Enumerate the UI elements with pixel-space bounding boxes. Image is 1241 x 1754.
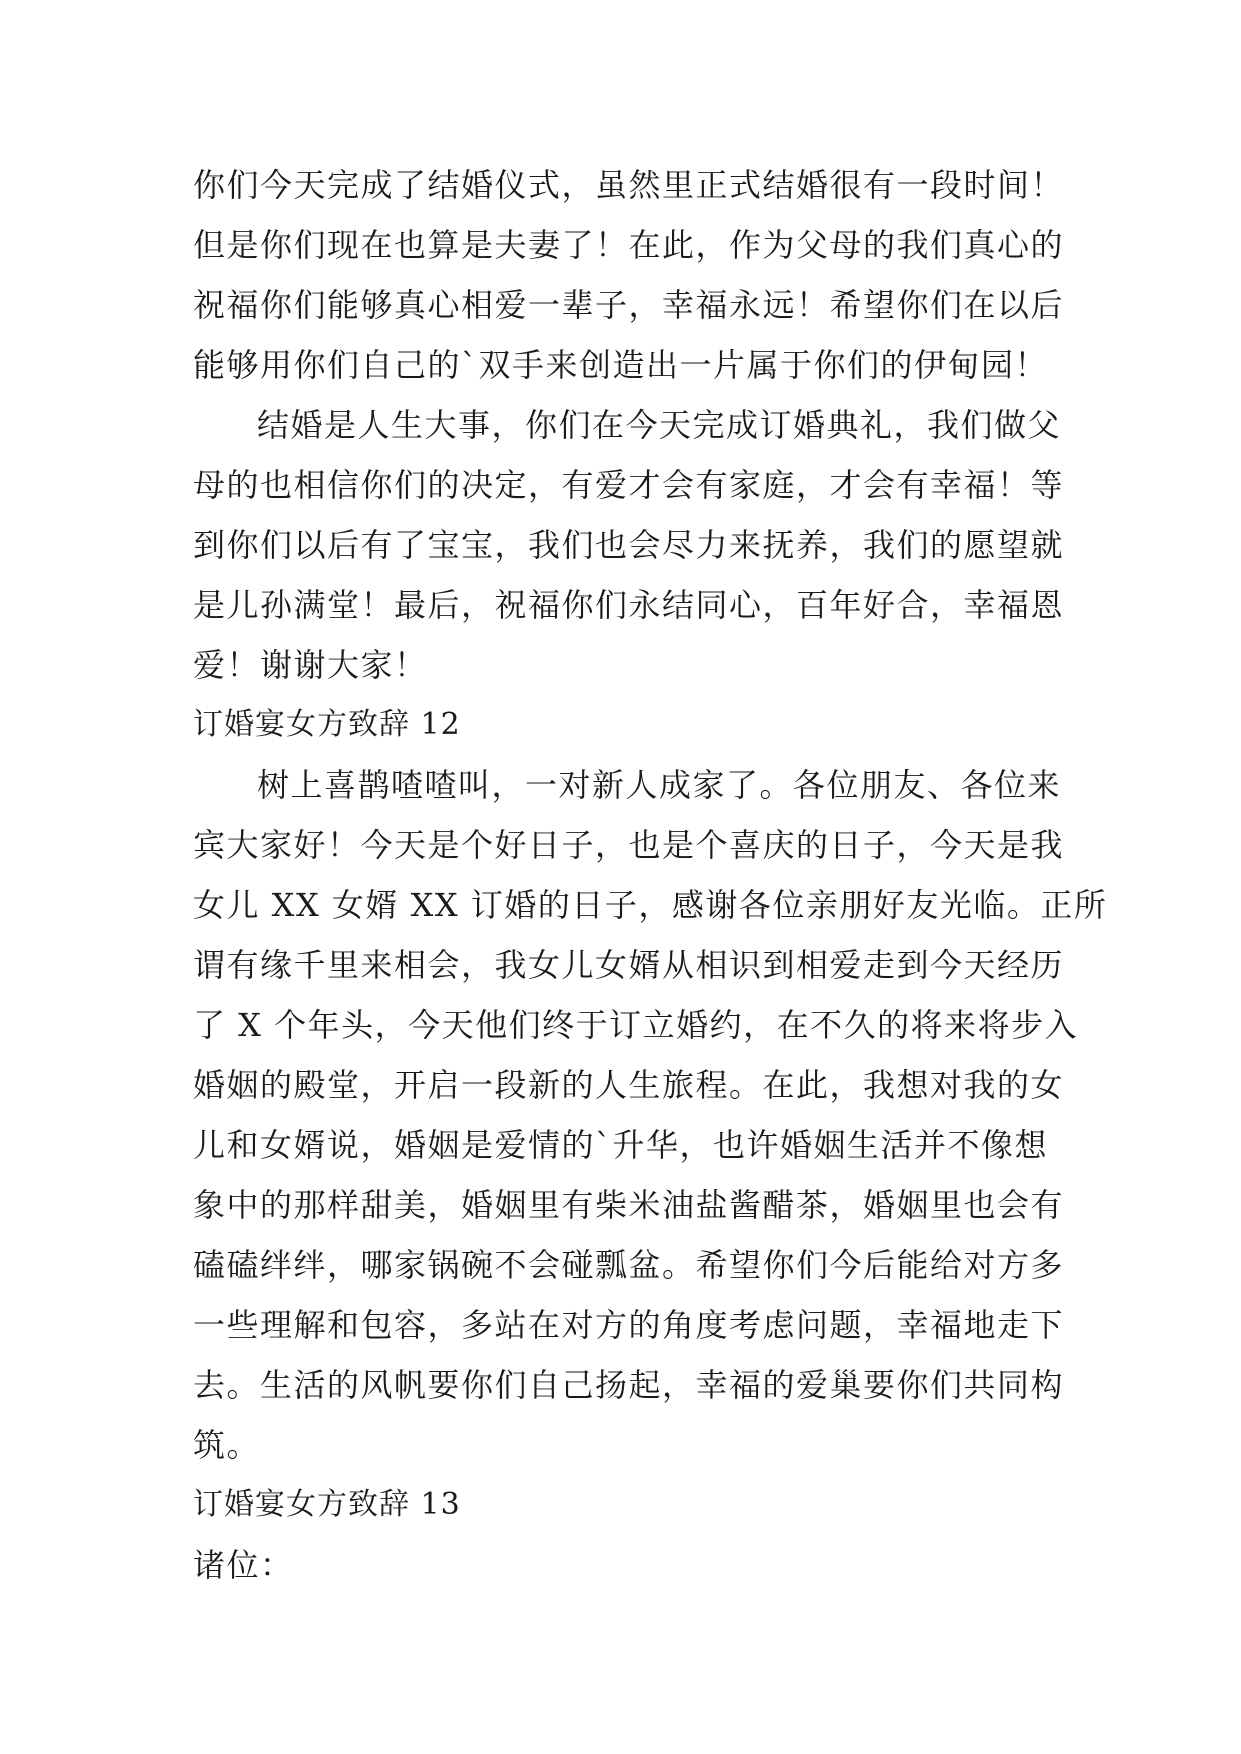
- text-line: 祝福你们能够真心相爱一辈子，幸福永远！希望你们在以后: [193, 286, 1065, 324]
- text-line: 结婚是人生大事，你们在今天完成订婚典礼，我们做父: [257, 406, 1062, 444]
- text-line: 儿和女婿说，婚姻是爱情的`升华，也许婚姻生活并不像想: [193, 1126, 1049, 1164]
- text-line: 但是你们现在也算是夫妻了！在此，作为父母的我们真心的: [193, 226, 1065, 264]
- text-line: 筑。: [193, 1426, 261, 1464]
- text-line: 谓有缘千里来相会，我女儿女婿从相识到相爱走到今天经历: [193, 946, 1065, 984]
- document-body: [193, 155, 1108, 1595]
- text-line: 磕磕绊绊，哪家锅碗不会碰瓢盆。希望你们今后能给对方多: [193, 1246, 1065, 1284]
- section-heading: 订婚宴女方致辞 13: [193, 1487, 461, 1522]
- text-line: 宾大家好！今天是个好日子，也是个喜庆的日子，今天是我: [193, 826, 1065, 864]
- text-line: 诸位：: [193, 1546, 294, 1584]
- text-line: 能够用你们自己的`双手来创造出一片属于你们的伊甸园！: [193, 346, 1049, 384]
- text-line: 了 X 个年头，今天他们终于订立婚约，在不久的将来将步入: [193, 1006, 1079, 1044]
- text-line: 女儿 XX 女婿 XX 订婚的日子，感谢各位亲朋好友光临。正所: [193, 886, 1108, 924]
- section-heading: 订婚宴女方致辞 12: [193, 707, 461, 742]
- text-line: 爱！谢谢大家！: [193, 646, 428, 684]
- text-line: 一些理解和包容，多站在对方的角度考虑问题，幸福地走下: [193, 1306, 1065, 1344]
- text-line: 树上喜鹊喳喳叫，一对新人成家了。各位朋友、各位来: [257, 766, 1062, 804]
- text-line: 去。生活的风帆要你们自己扬起，幸福的爱巢要你们共同构: [193, 1366, 1065, 1404]
- text-line: 是儿孙满堂！最后，祝福你们永结同心，百年好合，幸福恩: [193, 586, 1065, 624]
- text-line: 你们今天完成了结婚仪式，虽然里正式结婚很有一段时间！: [193, 166, 1065, 204]
- text-line: 婚姻的殿堂，开启一段新的人生旅程。在此，我想对我的女: [193, 1066, 1065, 1104]
- text-line: 母的也相信你们的决定，有爱才会有家庭，才会有幸福！等: [193, 466, 1065, 504]
- text-line: 到你们以后有了宝宝，我们也会尽力来抚养，我们的愿望就: [193, 526, 1065, 564]
- text-line: 象中的那样甜美，婚姻里有柴米油盐酱醋茶，婚姻里也会有: [193, 1186, 1065, 1224]
